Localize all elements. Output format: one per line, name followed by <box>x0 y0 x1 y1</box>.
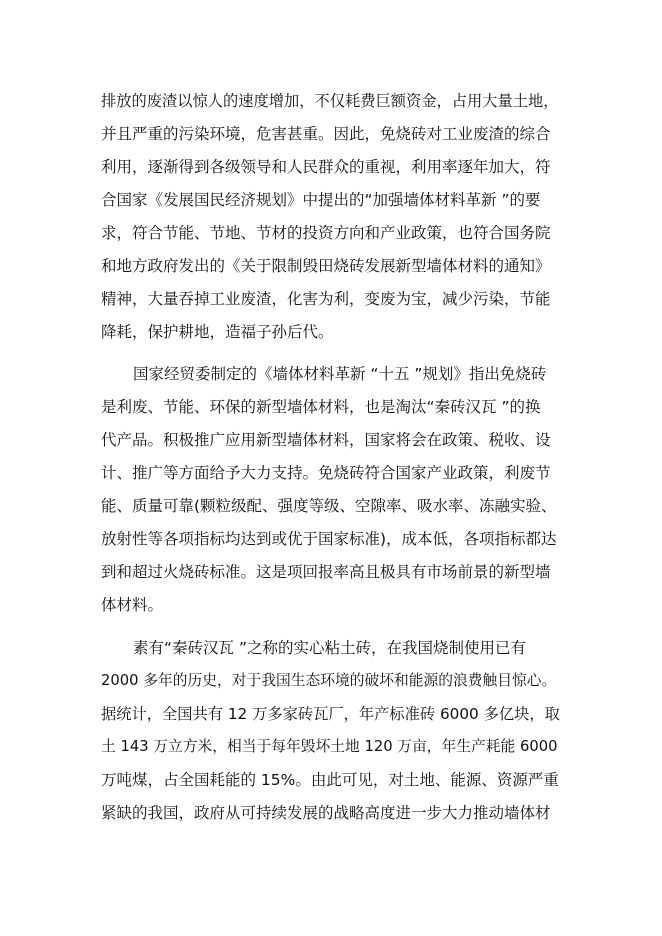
paragraph-3-line-2: 2000 多年的历史，对于我国生态环境的破坏和能源的浪费触目惊心。 <box>101 672 557 689</box>
paragraph-2-line-4: 计、推广等方面给予大力支持。免烧砖符合国家产业政策，利废节 <box>101 464 551 482</box>
paragraph-2-line-3: 代产品。积极推广应用新型墙体材料，国家将会在政策、税收、设 <box>101 431 551 449</box>
paragraph-3-line-6: 紧缺的我国，政府从可持续发展的战略高度进一步大力推动墙体材 <box>101 804 551 822</box>
paragraph-1-line-4: 合国家《发展国民经济规划》中提出的“加强墙体材料革新 ”的要 <box>101 191 541 209</box>
paragraph-1-line-3: 利用，逐渐得到各级领导和人民群众的重视，利用率逐年加大，符 <box>101 158 551 176</box>
paragraph-2-line-2: 是利废、节能、环保的新型墙体材料，也是淘汰“秦砖汉瓦 ”的换 <box>101 398 541 416</box>
paragraph-2-line-5: 能、质量可靠(颗粒级配、强度等级、空隙率、吸水率、冻融实验、 <box>101 497 557 515</box>
paragraph-2-line-1: 国家经贸委制定的《墙体材料革新 “十五 ”规划》指出免烧砖 <box>133 365 547 383</box>
paragraph-2-line-7: 到和超过火烧砖标准。这是项回报率高且极具有市场前景的新型墙 <box>101 563 551 581</box>
paragraph-1-line-7: 精神，大量吞掉工业废渣，化害为利，变废为宝，减少污染，节能 <box>101 290 551 308</box>
paragraph-3-line-1: 素有“秦砖汉瓦 ”之称的实心粘土砖，在我国烧制使用已有 <box>133 639 526 657</box>
paragraph-1-line-2: 并且严重的污染环境，危害甚重。因此，免烧砖对工业废渣的综合 <box>101 125 551 143</box>
paragraph-2-line-6: 放射性等各项指标均达到或优于国家标准)，成本低，各项指标都达 <box>101 530 557 548</box>
paragraph-1-line-1: 排放的废渣以惊人的速度增加，不仅耗费巨额资金，占用大量土地， <box>101 92 559 110</box>
paragraph-3-line-3: 据统计，全国共有 12 万多家砖瓦厂，年产标准砖 6000 多亿块，取 <box>101 705 560 723</box>
paragraph-1-line-8: 降耗，保护耕地，造福子孙后代。 <box>101 323 334 341</box>
paragraph-1-line-5: 求，符合节能、节地、节材的投资方向和产业政策，也符合国务院 <box>101 224 551 242</box>
paragraph-3-line-4: 土 143 万立方米，相当于每年毁坏土地 120 万亩，年生产耗能 6000 <box>101 738 558 755</box>
paragraph-1-line-6: 和地方政府发出的《关于限制毁田烧砖发展新型墙体材料的通知》 <box>101 257 551 275</box>
paragraph-2-line-8: 体材料。 <box>101 596 164 614</box>
paragraph-3-line-5: 万吨煤，占全国耗能的 15%。由此可见，对土地、能源、资源严重 <box>101 771 559 789</box>
